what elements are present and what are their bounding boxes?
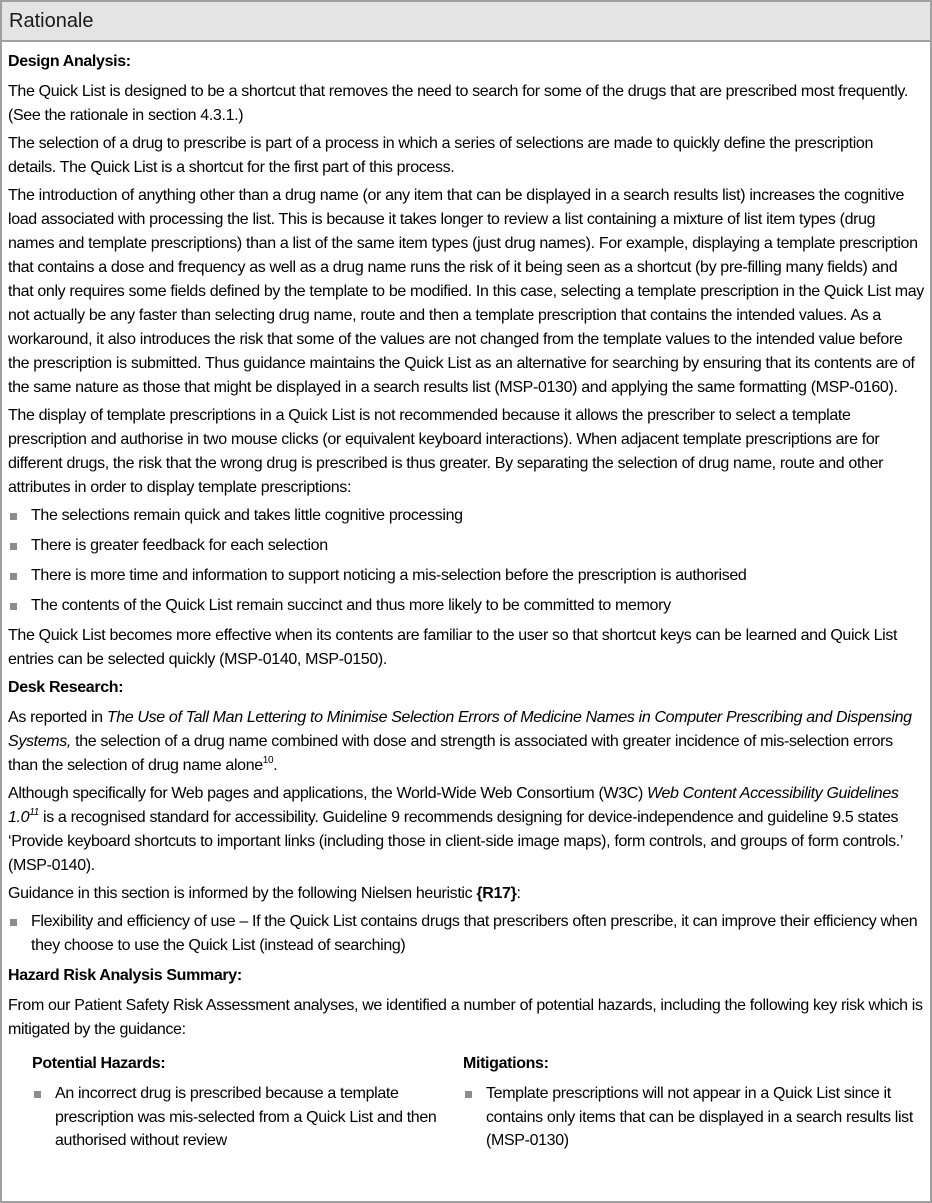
mitigations-list <box>463 1082 913 1153</box>
square-bullet-icon <box>10 603 17 610</box>
design-analysis-paragraph: The introduction of anything other than a drug name (or any item that can be displayed in a search results list) increases the cognitive load associated with processing the list. This is because it takes longer to review a list containing a mixture of list item types (drug names and template prescriptions) than a list of the same item types (just drug names). For example, displaying a template prescription that contains a dose and frequency as well as a drug name runs the risk of it being seen as a shortcut (by pre-filling many fields) and that only requires some fields defined by the template to be modified. In this case, selecting a template prescription in the Quick List may not actually be any faster than selecting drug name, route and then a template prescription that contains the intended values. As a workaround, it also introduces the risk that some of the values are not changed from the template values to the intended value before the prescription is submitted. Thus guidance maintains the Quick List as an alternative for searching by ensuring that its contents are of the same nature as those that might be displayed in a search results list (MSP-0130) and applying the same formatting (MSP-0160). <box>8 187 924 396</box>
desk-research-heading: Desk Research: <box>8 679 124 696</box>
design-analysis-paragraph: The Quick List becomes more effective when its contents are familiar to the user so that shortcut keys can be learned and Quick List entries can be selected quickly (MSP-0140, MSP-0150). <box>8 627 898 668</box>
cited-title: The Use of Tall Man Lettering to Minimise Selection Errors of Medicine Names in Computer Prescribing and Dispensing Systems, <box>8 709 912 750</box>
list-item <box>8 910 924 958</box>
hazard-paragraph: From our Patient Safety Risk Assessment analyses, we identified a number of potential hazards, including the following key risk which is mitigated by the guidance: <box>8 997 923 1038</box>
text: Web Content Accessibility Guidelines 1.0 <box>8 785 899 826</box>
text: : <box>516 885 521 902</box>
list-item-text: An incorrect drug is prescribed because a template prescription was mis-selected from a Quick List and then authorised without review <box>55 1085 437 1149</box>
list-item-text: There is more time and information to support noticing a mis-selection before the prescription is authorised <box>31 567 747 584</box>
desk-research-paragraph <box>8 882 924 906</box>
hazards-list <box>32 1082 463 1153</box>
list-item <box>463 1082 913 1153</box>
list-item <box>32 1082 463 1153</box>
footnote-ref: 11 <box>29 807 39 818</box>
text: As reported in <box>8 709 107 726</box>
list-item-text: The selections remain quick and takes little cognitive processing <box>31 507 463 524</box>
desk-research-bullet-list <box>8 910 924 958</box>
list-item <box>8 504 924 528</box>
design-analysis-paragraph: The display of template prescriptions in a Quick List is not recommended because it allows the prescriber to select a template prescription and authorise in two mouse clicks (or equivalent keyboard interactions). When adjacent template prescriptions are for different drugs, the risk that the wrong drug is prescribed is thus greater. By separating the selection of drug name, route and other attributes in order to display template prescriptions: <box>8 407 884 496</box>
list-item-text: Flexibility and efficiency of use – If the Quick List contains drugs that prescribers often prescribe, it can improve their efficiency when they choose to use the Quick List (instead of searching) <box>31 913 918 954</box>
square-bullet-icon <box>10 513 17 520</box>
list-item <box>8 594 924 618</box>
heuristic-ref: {R17} <box>476 885 517 902</box>
desk-research-paragraph <box>8 782 924 878</box>
mitigations-column <box>463 1052 913 1159</box>
square-bullet-icon <box>10 919 17 926</box>
list-item-text: The contents of the Quick List remain succinct and thus more likely to be committed to memory <box>31 597 671 614</box>
design-analysis-bullet-list <box>8 504 924 618</box>
hazard-heading: Hazard Risk Analysis Summary: <box>8 967 242 984</box>
list-item-text: Template prescriptions will not appear in a Quick List since it contains only items that can be displayed in a search results list (MSP-0130) <box>486 1085 913 1149</box>
list-item <box>8 534 924 558</box>
square-bullet-icon <box>465 1091 472 1098</box>
square-bullet-icon <box>10 573 17 580</box>
panel-header: Rationale <box>2 2 930 42</box>
square-bullet-icon <box>34 1091 41 1098</box>
desk-research-paragraph <box>8 706 924 778</box>
text: is a recognised standard for accessibility. Guideline 9 recommends designing for device-independence and guideline 9.5 states ‘Provide keyboard shortcuts to important links (including those in client-side image maps), form controls, and groups of form controls.’ (MSP-0140). <box>8 809 903 874</box>
square-bullet-icon <box>10 543 17 550</box>
mitigations-heading: Mitigations: <box>463 1055 549 1072</box>
footnote-ref: 10 <box>262 755 274 766</box>
text: Although specifically for Web pages and applications, the World-Wide Web Consortium (W3C) <box>8 785 648 802</box>
hazard-mitigation-columns <box>8 1052 924 1159</box>
design-analysis-paragraph: The selection of a drug to prescribe is part of a process in which a series of selections are made to quickly define the prescription details. The Quick List is a shortcut for the first part of this process. <box>8 135 874 176</box>
list-item-text: There is greater feedback for each selection <box>31 537 328 554</box>
design-analysis-paragraph: The Quick List is designed to be a shortcut that removes the need to search for some of the drugs that are prescribed most frequently. (See the rationale in section 4.3.1.) <box>8 83 908 124</box>
potential-hazards-column <box>32 1052 463 1159</box>
text: Guidance in this section is informed by the following Nielsen heuristic <box>8 885 477 902</box>
panel-content <box>2 42 930 1159</box>
text: the selection of a drug name combined with dose and strength is associated with greater incidence of mis-selection errors than the selection of drug name alone <box>8 733 893 774</box>
list-item <box>8 564 924 588</box>
potential-hazards-heading: Potential Hazards: <box>32 1055 166 1072</box>
text: . <box>273 757 278 774</box>
design-analysis-heading: Design Analysis: <box>8 53 131 70</box>
